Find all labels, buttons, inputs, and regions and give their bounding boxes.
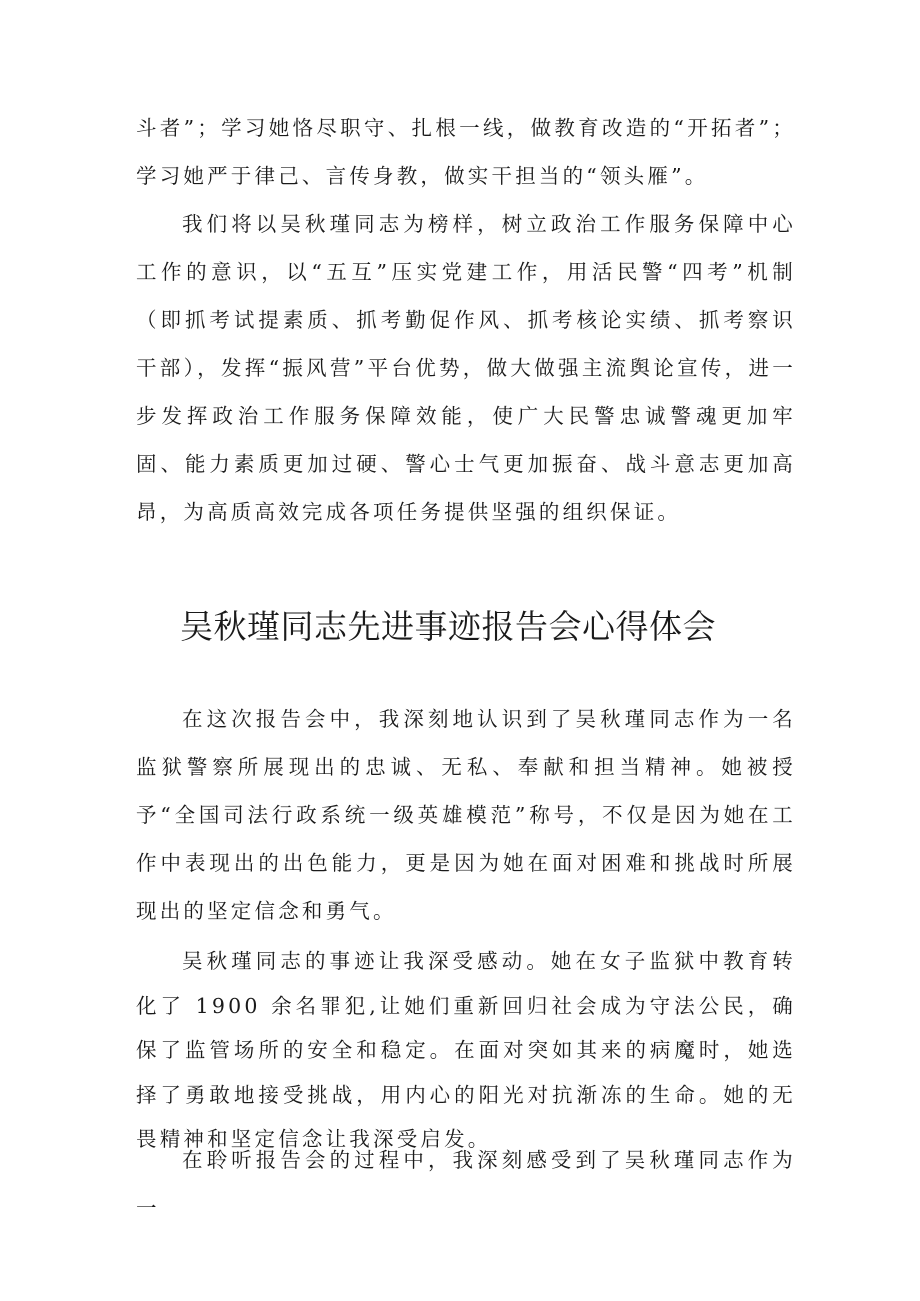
paragraph-resolution: 我们将以吴秋瑾同志为榜样，树立政治工作服务保障中心工作的意识，以“五互”压实党建工作，用活民警“四考”机制（即抓考试提素质、抓考勤促作风、抓考核论实绩、抓考察识干部），发挥“振风营”平台优势，做大做强主流舆论宣传，进一步发挥政治工作服务保障效能，使广大民警忠诚警魂更加牢固、能力素质更加过硬、警心士气更加振奋、战斗意志更加高昂，为高质高效完成各项任务提供坚强的组织保证。 [136,212,796,524]
paragraph-deeds: 吴秋瑾同志的事迹让我深受感动。她在女子监狱中教育转化了 1900 余名罪犯,让她们重新回归社会成为守法公民，确保了监管场所的安全和稳定。在面对突如其来的病魔时，她选择了勇敢地接受挑战，用内心的阳光对抗渐冻的生命。她的无畏精神和坚定信念让我深受启发。 [136,949,796,1151]
paragraph-listening: 在聆听报告会的过程中，我深刻感受到了吴秋瑾同志作为一 [136,1148,796,1220]
paragraph-continuation: 斗者”；学习她恪尽职守、扎根一线，做教育改造的“开拓者”；学习她严于律己、言传身教，做实干担当的“领头雁”。 [136,116,796,188]
paragraph-report-meeting: 在这次报告会中，我深刻地认识到了吴秋瑾同志作为一名监狱警察所展现出的忠诚、无私、奉献和担当精神。她被授予“全国司法行政系统一级英雄模范”称号，不仅是因为她在工作中表现出的出色能力，更是因为她在面对困难和挑战时所展现出的坚定信念和勇气。 [136,707,796,923]
article-title: 吴秋瑾同志先进事迹报告会心得体会 [180,607,716,646]
